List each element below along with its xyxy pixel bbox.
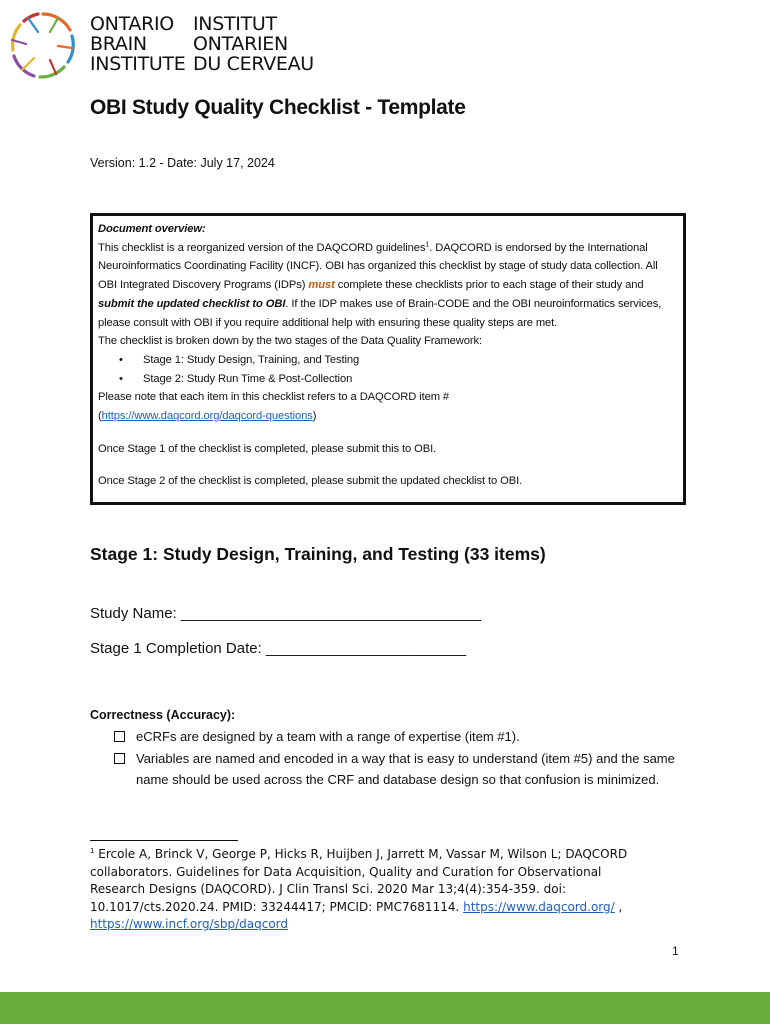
daqcord-questions-link[interactable]: https://www.daqcord.org/daqcord-questions [101, 410, 313, 423]
footnote-separator [90, 840, 238, 841]
overview-p1-text-a: This checklist is a reorganized version of the DAQCORD guidelines [98, 241, 426, 254]
logo-text-institute: INSTITUTE [90, 53, 186, 75]
checklist [112, 726, 677, 791]
overview-paragraph-3 [98, 388, 678, 425]
overview-paragraph-1 [98, 239, 678, 333]
study-name-field[interactable]: Study Name: ____________________________________ [90, 605, 482, 622]
overview-paragraph-4: Once Stage 1 of the checklist is completed, please submit this to OBI. [98, 442, 437, 455]
overview-heading: Document overview: [98, 223, 206, 235]
document-overview-box [90, 213, 686, 505]
checkbox[interactable] [114, 753, 125, 764]
logo-text-ontarien: ONTARIEN [193, 33, 288, 55]
checklist-item [112, 726, 677, 748]
stage-list-item-2: • Stage 2: Study Run Time & Post-Collection [143, 370, 678, 389]
daqcord-link[interactable]: https://www.daqcord.org/ [463, 899, 615, 914]
paren-open: ( [98, 410, 102, 423]
incf-link[interactable]: https://www.incf.org/sbp/daqcord [90, 917, 288, 931]
footnote-separator-text: , [614, 899, 623, 914]
footer-green-bar [0, 992, 770, 1024]
overview-p1-text-c: complete these checklists prior to each stage of their study and [334, 279, 644, 292]
logo-text-brain: BRAIN [90, 33, 147, 55]
obi-logo-icon [8, 10, 78, 82]
overview-paragraph-2: The checklist is broken down by the two stages of the Data Quality Framework: [98, 335, 483, 348]
correctness-heading: Correctness (Accuracy): [90, 708, 236, 722]
overview-p1-text-b: . DAQCORD is endorsed by the International Neuroinformatics Coordinating Facility (INCF). OBI has organized this checklist by stage of study data collection. All OBI Integrated Discovery Programs (IDPs) [98, 241, 658, 292]
overview-paragraph-5: Once Stage 2 of the checklist is completed, please submit the updated checklist to OBI. [98, 475, 523, 488]
completion-date-field[interactable]: Stage 1 Completion Date: ________________________ [90, 640, 467, 657]
stage-list-item-1: • Stage 1: Study Design, Training, and Testing [143, 351, 678, 370]
overview-p1-text-d: . If the IDP makes use of Brain-CODE and the OBI neuroinformatics services, please consult with OBI if you require additional help with ensuring these quality steps are met. [98, 297, 662, 329]
logo-wordmark [90, 14, 314, 74]
stage1-title: Stage 1: Study Design, Training, and Testing (33 items) [90, 544, 546, 564]
paren-close: ) [312, 410, 317, 423]
footnote-number: 1 [90, 847, 95, 855]
checklist-item-text: eCRFs are designed by a team with a range of expertise (item #1). [136, 729, 520, 744]
must-emphasis: must [308, 279, 335, 292]
checkbox[interactable] [114, 731, 125, 742]
footnote-ref[interactable]: 1 [425, 240, 430, 248]
logo-text-du-cerveau: DU CERVEAU [193, 53, 314, 75]
footnote-text: Ercole A, Brinck V, George P, Hicks R, Huijben J, Jarrett M, Vassar M, Wilson L; DAQCORD collaborators. Guidelines for Data Acquisition, Quality and Curation for Observational Research Designs (DAQCORD). J Clin Transl Sci. 2020 Mar 13;4(4):354-359. doi: 10.1017/cts.2020.24. PMID: 33244417; PMCID: PMC7681114. [90, 847, 628, 914]
checklist-item-text: Variables are named and encoded in a way that is easy to understand (item #5) and the same name should be used across the CRF and database design so that confusion is minimized. [136, 750, 675, 787]
overview-p3-text: Please note that each item in this checklist refers to a DAQCORD item # [98, 391, 450, 404]
logo-text-ontario: ONTARIO [90, 13, 174, 35]
document-title: OBI Study Quality Checklist - Template [90, 96, 466, 119]
page-number: 1 [672, 944, 679, 958]
version-line: Version: 1.2 - Date: July 17, 2024 [90, 156, 275, 170]
footnote [90, 846, 650, 934]
stage-list [98, 351, 678, 388]
submit-emphasis: submit the updated checklist to OBI [98, 297, 286, 310]
checklist-item [112, 748, 677, 791]
logo-text-institut: INSTITUT [193, 13, 277, 35]
